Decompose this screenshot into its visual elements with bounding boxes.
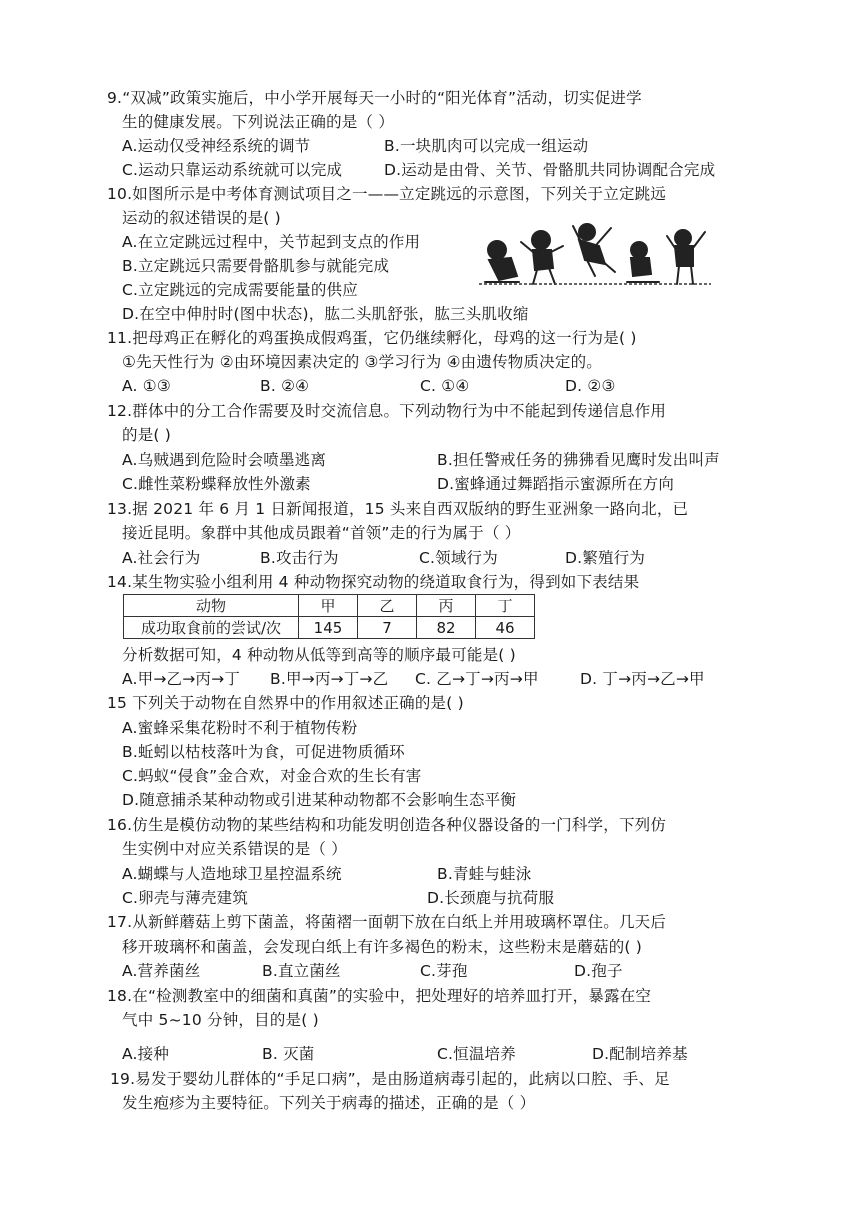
- table-header-cell: 丁: [476, 595, 535, 617]
- question-11-stem: 11.把母鸡正在孵化的鸡蛋换成假鸡蛋，它仍继续孵化，母鸡的这一行为是( ): [107, 329, 637, 347]
- question-9-stem: 9.“双减”政策实施后，中小学开展每天一小时的“阳光体育”活动，切实促进学: [107, 89, 642, 107]
- question-10-option-d: D.在空中伸肘时(图中状态)，肱二头肌舒张，肱三头肌收缩: [122, 305, 529, 323]
- question-14-option-c: C. 乙→丁→丙→甲: [415, 670, 539, 688]
- table-cell: 46: [476, 617, 535, 639]
- question-15-option-b: B.蚯蚓以枯枝落叶为食，可促进物质循环: [122, 743, 405, 761]
- standing-long-jump-figure: [477, 220, 713, 286]
- question-14-stem: 14.某生物实验小组利用 4 种动物探究动物的绕道取食行为，得到如下表结果: [107, 573, 640, 591]
- table-header-row: [124, 595, 535, 617]
- question-16-option-a: A.蝴蝶与人造地球卫星控温系统: [122, 865, 342, 883]
- question-17-stem: 17.从新鲜蘑菇上剪下菌盖，将菌褶一面朝下放在白纸上并用玻璃杯罩住。几天后: [107, 913, 667, 931]
- question-15-option-c: C.蚂蚁“侵食”金合欢，对金合欢的生长有害: [122, 767, 422, 785]
- table-cell: 7: [358, 617, 417, 639]
- question-11-option-b: B. ②④: [260, 377, 310, 395]
- question-19-stem: 19.易发于婴幼儿群体的“手足口病”，是由肠道病毒引起的，此病以口腔、手、足: [110, 1070, 670, 1088]
- question-12-option-c: C.雌性菜粉蝶释放性外激素: [122, 475, 311, 493]
- table-header-cell: 丙: [417, 595, 476, 617]
- question-12-option-b: B.担任警戒任务的狒狒看见鹰时发出叫声: [437, 451, 720, 469]
- question-16-stem-cont: 生实例中对应关系错误的是（ ）: [122, 840, 347, 858]
- question-16-option-d: D.长颈鹿与抗荷服: [427, 889, 555, 907]
- question-18-option-d: D.配制培养基: [592, 1045, 688, 1063]
- question-12-option-d: D.蜜蜂通过舞蹈指示蜜源所在方向: [437, 475, 675, 493]
- question-13-option-a: A.社会行为: [122, 549, 201, 567]
- question-15-option-a: A.蜜蜂采集花粉时不利于植物传粉: [122, 719, 358, 737]
- question-14-option-a: A.甲→乙→丙→丁: [122, 670, 241, 688]
- question-13-stem-cont: 接近昆明。象群中其他成员跟着“首领”走的行为属于（ ）: [122, 524, 521, 542]
- question-10-stem-cont: 运动的叙述错误的是( ): [122, 209, 281, 227]
- results-table: [123, 594, 535, 639]
- question-18-option-a: A.接种: [122, 1045, 170, 1063]
- table-header-cell: 甲: [299, 595, 358, 617]
- question-11-statements: ①先天性行为 ②由环境因素决定的 ③学习行为 ④由遗传物质决定的。: [122, 353, 602, 371]
- question-11-option-a: A. ①③: [122, 377, 171, 395]
- table-row: [124, 617, 535, 639]
- table-cell: 82: [417, 617, 476, 639]
- question-17-option-d: D.孢子: [574, 962, 623, 980]
- question-19-stem-cont: 发生疱疹为主要特征。下列关于病毒的描述，正确的是（ ）: [122, 1094, 536, 1112]
- question-16-option-c: C.卵壳与薄壳建筑: [122, 889, 249, 907]
- question-18-option-c: C.恒温培养: [437, 1045, 516, 1063]
- question-12-stem: 12.群体中的分工合作需要及时交流信息。下列动物行为中不能起到传递信息作用: [107, 402, 667, 420]
- question-15-stem: 15 下列关于动物在自然界中的作用叙述正确的是( ): [107, 694, 464, 712]
- question-17-option-b: B.直立菌丝: [262, 962, 341, 980]
- question-9-option-d: D.运动是由骨、关节、骨骼肌共同协调配合完成: [384, 161, 716, 179]
- question-10-stem: 10.如图所示是中考体育测试项目之一——立定跳远的示意图，下列关于立定跳远: [107, 185, 667, 203]
- question-14-stem-cont: 分析数据可知，4 种动物从低等到高等的顺序最可能是( ): [122, 646, 516, 664]
- question-10-option-b: B.立定跳远只需要骨骼肌参与就能完成: [122, 257, 390, 275]
- question-17-stem-cont: 移开玻璃杯和菌盖，会发现白纸上有许多褐色的粉末，这些粉末是蘑菇的( ): [122, 938, 643, 956]
- question-12-option-a: A.乌贼遇到危险时会喷墨逃离: [122, 451, 327, 469]
- question-17-option-a: A.营养菌丝: [122, 962, 201, 980]
- question-12-stem-cont: 的是( ): [122, 426, 172, 444]
- question-18-option-b: B. 灭菌: [262, 1045, 315, 1063]
- question-10-option-a: A.在立定跳远过程中，关节起到支点的作用: [122, 233, 421, 251]
- question-17-option-c: C.芽孢: [420, 962, 468, 980]
- table-header-cell: 动物: [124, 595, 299, 617]
- question-9-option-b: B.一块肌肉可以完成一组运动: [384, 137, 589, 155]
- question-18-stem: 18.在“检测教室中的细菌和真菌”的实验中，把处理好的培养皿打开，暴露在空: [107, 987, 652, 1005]
- question-11-option-c: C. ①④: [420, 377, 470, 395]
- question-9-option-c: C.运动只靠运动系统就可以完成: [122, 161, 343, 179]
- question-13-option-b: B.攻击行为: [260, 549, 339, 567]
- question-15-option-d: D.随意捕杀某种动物或引进某种动物都不会影响生态平衡: [122, 791, 517, 809]
- table-header-cell: 乙: [358, 595, 417, 617]
- question-10-option-c: C.立定跳远的完成需要能量的供应: [122, 281, 358, 299]
- question-11-option-d: D. ②③: [565, 377, 616, 395]
- question-14-option-d: D. 丁→丙→乙→甲: [580, 670, 705, 688]
- question-13-stem: 13.据 2021 年 6 月 1 日新闻报道，15 头来自西双版纳的野生亚洲象一路向北，已: [107, 500, 689, 518]
- question-13-option-c: C.领域行为: [419, 549, 498, 567]
- question-14-option-b: B.甲→丙→丁→乙: [270, 670, 389, 688]
- table-cell: 成功取食前的尝试/次: [124, 617, 299, 639]
- question-9-stem-cont: 生的健康发展。下列说法正确的是（ ）: [122, 113, 395, 131]
- question-16-stem: 16.仿生是模仿动物的某些结构和功能发明创造各种仪器设备的一门科学，下列仿: [107, 816, 667, 834]
- question-16-option-b: B.青蛙与蛙泳: [437, 865, 532, 883]
- question-18-stem-cont: 气中 5~10 分钟，目的是( ): [122, 1011, 319, 1029]
- table-cell: 145: [299, 617, 358, 639]
- question-9-option-a: A.运动仅受神经系统的调节: [122, 137, 311, 155]
- question-13-option-d: D.繁殖行为: [565, 549, 646, 567]
